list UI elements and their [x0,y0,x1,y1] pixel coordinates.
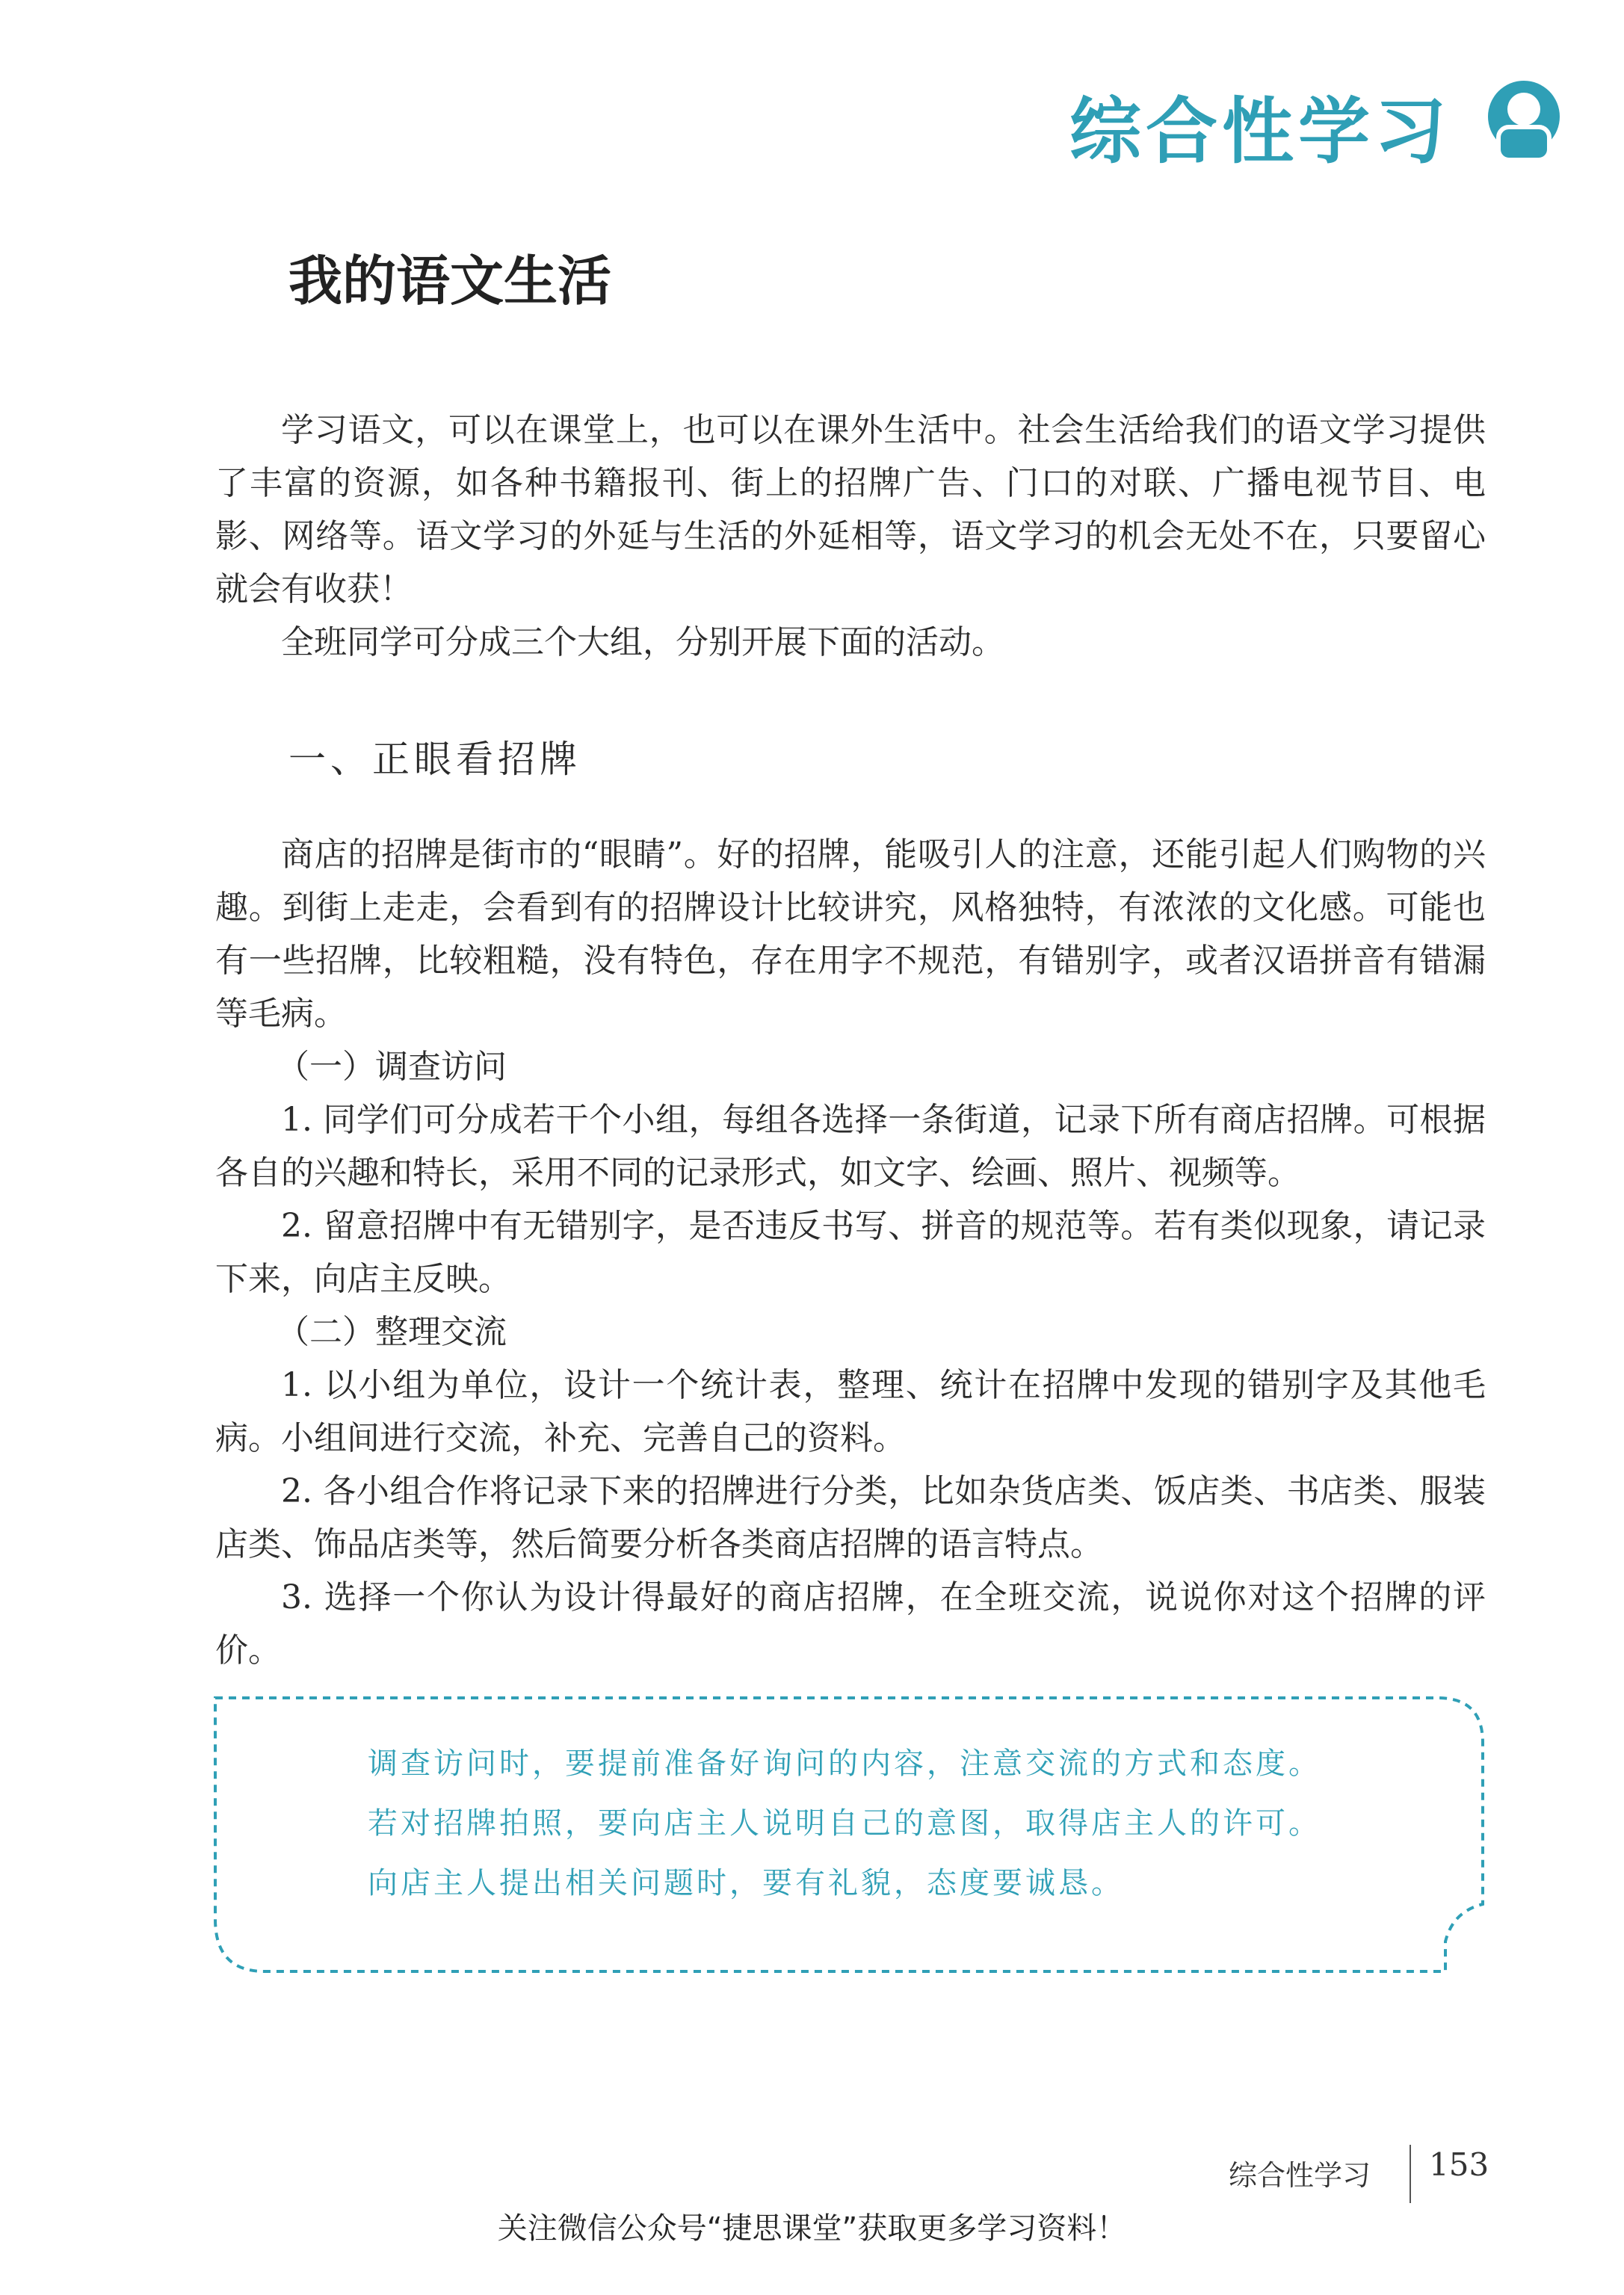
tip-line: 若对招牌拍照，要向店主人说明自己的意图，取得店主人的许可。 [368,1806,1321,1841]
page-number: 153 [1429,2146,1489,2183]
promo-text: 关注微信公众号“捷思课堂”获取更多学习资料！ [497,2211,1127,2246]
list-item: 3. 选择一个你认为设计得最好的商店招牌，在全班交流，说说你对这个招牌的评价。 [215,1578,1486,1669]
subsection-title: （一）调查访问 [277,1048,507,1086]
tip-line: 调查访问时，要提前准备好询问的内容，注意交流的方式和态度。 [368,1746,1321,1781]
intro-paragraph: 全班同学可分成三个大组，分别开展下面的活动。 [281,623,1004,661]
tip-line: 向店主人提出相关问题时，要有礼貌，态度要诚恳。 [368,1866,1124,1900]
footer-section-label: 综合性学习 [1229,2159,1371,2192]
list-item: 2. 各小组合作将记录下来的招牌进行分类，比如杂货店类、饭店类、书店类、服装店类、饰品店类等，然后简要分析各类商店招牌的语言特点。 [215,1472,1486,1563]
intro-paragraph: 学习语文，可以在课堂上，也可以在课外生活中。社会生活给我们的语文学习提供了丰富的资源，如各种书籍报刊、街上的招牌广告、门口的对联、广播电视节目、电影、网络等。语文学习的外延与生活的外延相等，语文学习的机会无处不在，只要留心就会有收获！ [215,411,1486,608]
tip-list [368,1734,1321,1913]
list-item: 1. 同学们可分成若干个小组，每组各选择一条街道，记录下所有商店招牌。可根据各自的兴趣和特长，采用不同的记录形式，如文字、绘画、照片、视频等。 [215,1101,1486,1192]
footer-divider [1410,2145,1411,2203]
section-intro-paragraph: 商店的招牌是街市的“眼睛”。好的招牌，能吸引人的注意，还能引起人们购物的兴趣。到街上走走，会看到有的招牌设计比较讲究，风格独特，有浓浓的文化感。可能也有一些招牌，比较粗糙，没有特色，存在用字不规范，有错别字，或者汉语拼音有错漏等毛病。 [215,835,1486,1033]
page-title: 我的语文生活 [288,250,612,312]
subsection-title: （二）整理交流 [277,1313,507,1351]
person-icon [1485,78,1563,161]
list-item: 2. 留意招牌中有无错别字，是否违反书写、拼音的规范等。若有类似现象，请记录下来，向店主反映。 [215,1207,1486,1298]
section-header-title: 综合性学习 [1069,90,1451,173]
section-heading: 一、正眼看招牌 [288,738,581,781]
list-item: 1. 以小组为单位，设计一个统计表，整理、统计在招牌中发现的错别字及其他毛病。小组间进行交流，补充、完善自己的资料。 [215,1366,1486,1457]
